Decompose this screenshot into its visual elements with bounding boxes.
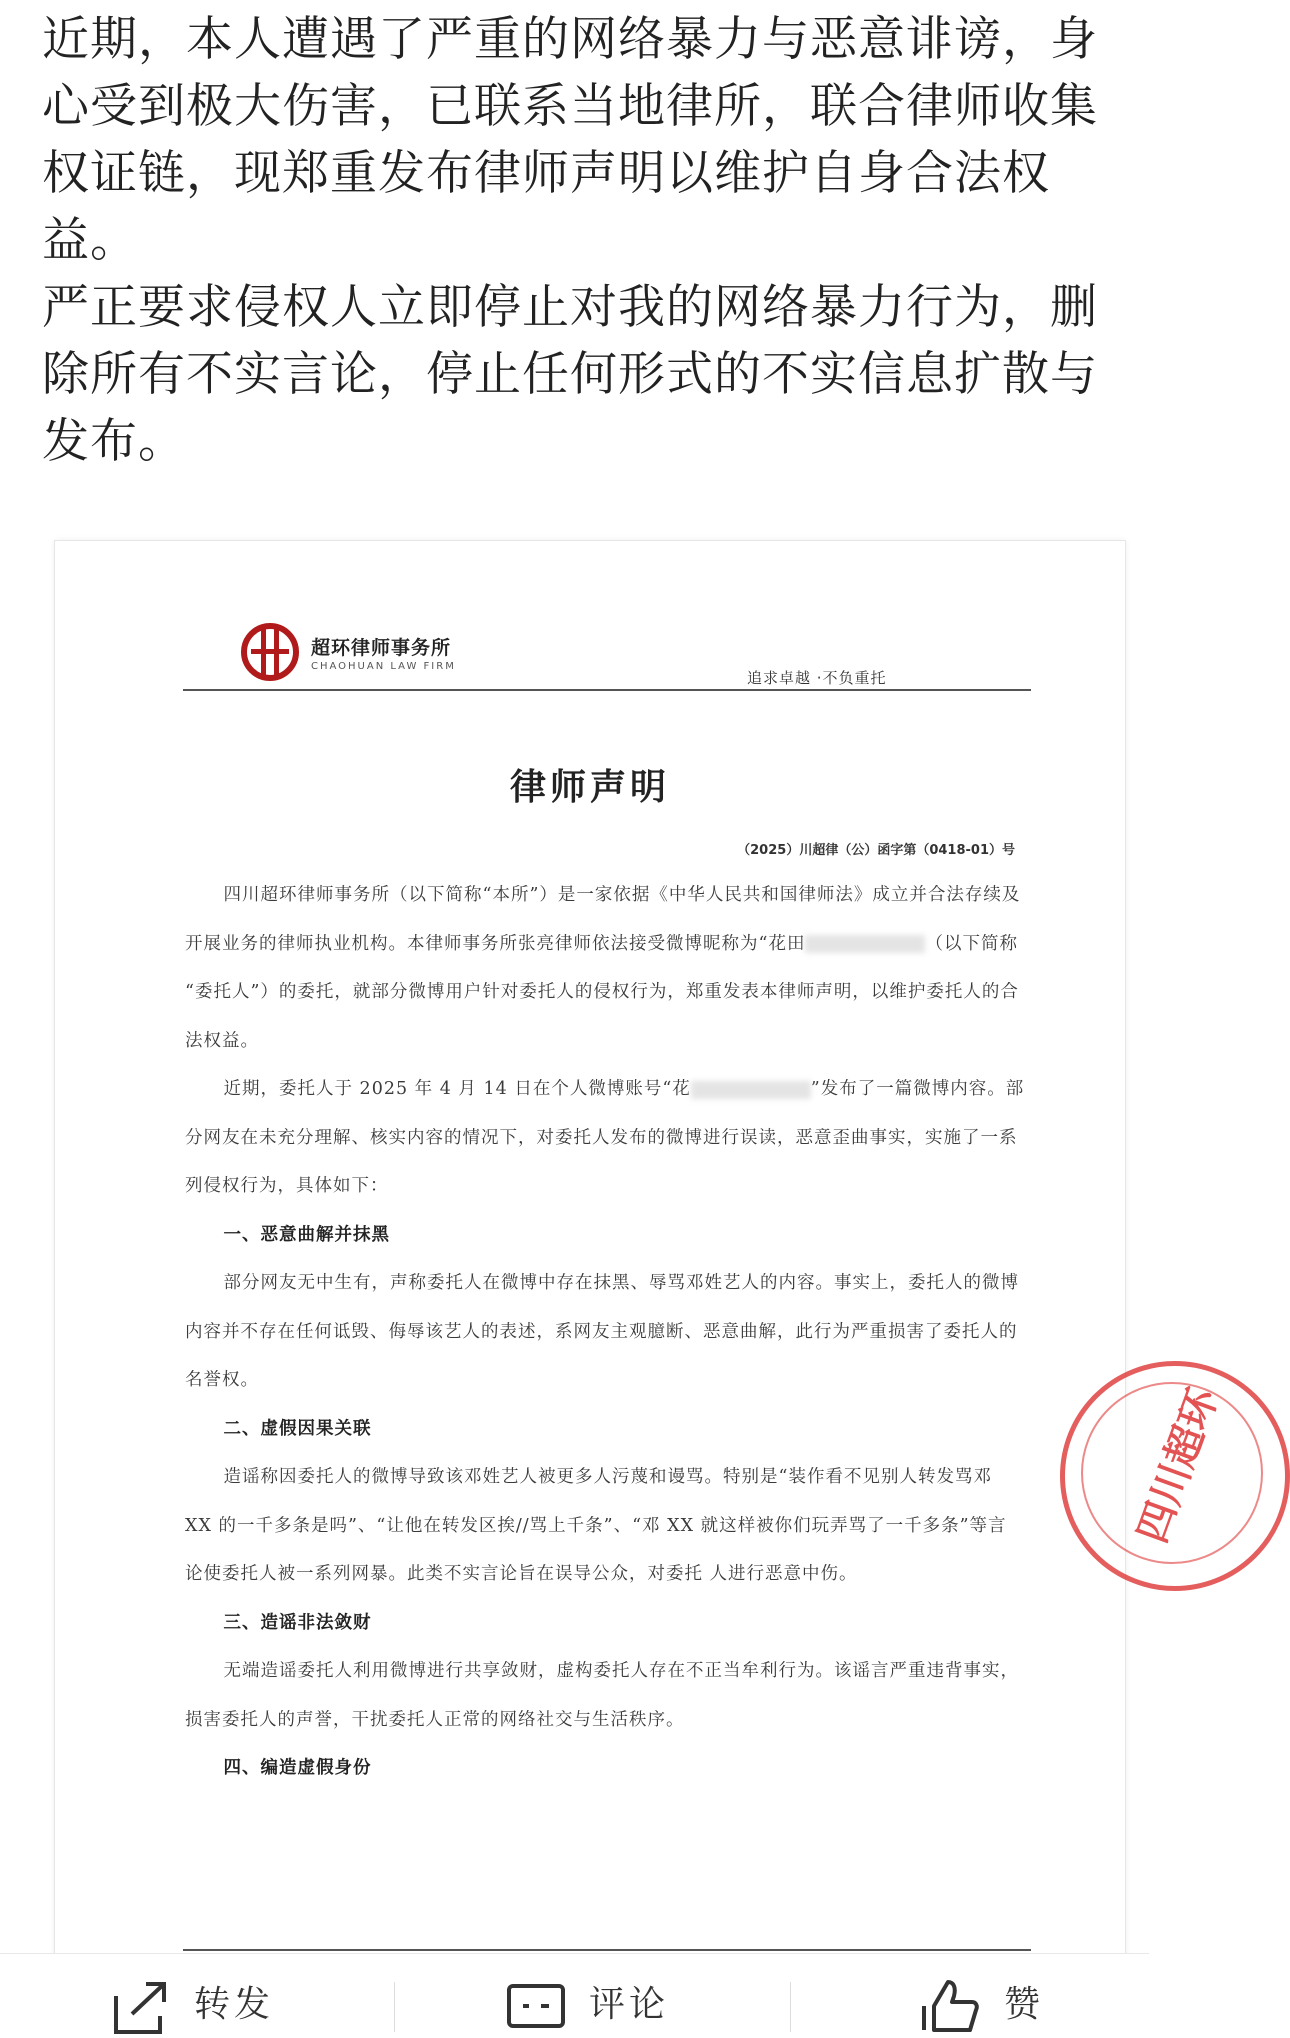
header-rule xyxy=(183,689,1031,691)
action-bar xyxy=(0,1953,1149,2032)
document-title: 律师声明 xyxy=(509,767,670,808)
repost-button[interactable] xyxy=(110,1954,274,2032)
section-paragraph-1: 部分网友无中生有，声称委托人在微博中存在抹黑、辱骂邓姓艺人的内容。事实上，委托人的微博内容并不存在任何诋毁、侮辱该艺人的表述，系网友主观臆断、恶意曲解，此行为严重损害了委托人的名誉权。 xyxy=(185,1273,1019,1390)
post-paragraph-2: 严正要求侵权人立即停止对我的网络暴力行为，删除所有不实言论，停止任何形式的不实信息扩散与发布。 xyxy=(42,280,1098,469)
footer-rule xyxy=(183,1949,1031,1951)
firm-motto: 追求卓越 ·不负重托 xyxy=(747,669,887,687)
thumbs-up-icon xyxy=(920,1976,982,2038)
action-divider xyxy=(394,1982,395,2032)
like-label: 赞 xyxy=(1004,1984,1045,2025)
background-paragraph xyxy=(185,1065,1025,1211)
comment-label: 评论 xyxy=(589,1984,670,2025)
repost-icon xyxy=(110,1976,172,2038)
post-paragraph-1: 近期，本人遭遇了严重的网络暴力与恶意诽谤，身心受到极大伤害，已联系当地律所，联合律师收集权证链，现郑重发布律师声明以维护自身合法权益。 xyxy=(42,12,1098,268)
repost-label: 转发 xyxy=(194,1984,275,2025)
action-divider xyxy=(790,1982,791,2032)
section-heading-2: 二、虚假因果关联 xyxy=(223,1418,372,1439)
firm-name: 超环律师事务所 xyxy=(311,637,452,659)
background-head-text: 近期，委托人于 2025 年 4 月 14 日在个人微博账号“花 xyxy=(223,1079,691,1099)
section-heading-3: 三、造谣非法敛财 xyxy=(223,1612,372,1633)
seal-text: 四川超环 xyxy=(1129,1382,1228,1549)
section-heading-4: 四、编造虚假身份 xyxy=(223,1758,372,1778)
intro-paragraph xyxy=(185,871,1025,1065)
comment-button[interactable] xyxy=(505,1954,669,2032)
document-body xyxy=(185,871,1025,1793)
comment-icon xyxy=(505,1976,567,2038)
law-firm-logo-icon xyxy=(241,623,299,681)
intro-tail-text: （以下简称 “委托人”）的委托，就部分微博用户针对委托人的侵权行为，郑重发表本律师声明，以维护委托人的合法权益。 xyxy=(185,933,1019,1051)
like-button[interactable] xyxy=(920,1954,1044,2032)
section-paragraph-2: 造谣称因委托人的微博导致该邓姓艺人被更多人污蔑和谩骂。特别是“装作看不见别人转发骂邓 XX 的一千多条是吗”、“让他在转发区挨//骂上千条”、“邓 XX 就这样被你们玩弄骂了一千多条”等言论使委托人被一系列网暴。此类不实言论旨在误导公众，对委托 人进行恶意中伤。 xyxy=(185,1467,1007,1584)
redacted-account xyxy=(691,1081,811,1099)
lawyer-statement-image[interactable] xyxy=(54,540,1228,1962)
firm-name-en: CHAOHUAN LAW FIRM xyxy=(311,661,456,672)
background-tail-text: ”发布了一篇微博内容。部分网友在未充分理解、核实内容的情况下，对委托人发布的微博进行误读，恶意歪曲事实，实施了一系列侵权行为，具体如下： xyxy=(185,1079,1025,1196)
section-paragraph-3: 无端造谣委托人利用微博进行共享敛财，虚构委托人存在不正当牟利行为。该谣言严重违背事实，损害委托人的声誉，干扰委托人正常的网络社交与生活秩序。 xyxy=(185,1661,1019,1730)
official-seal xyxy=(1060,1361,1290,1591)
intro-text: 四川超环律师事务所（以下简称“本所”）是一家依据《中华人民共和国律师法》成立并合法存续及开展业务的律师执业机构。本律师事务所张亮律师依法接受微博昵称为“花田 xyxy=(185,885,1021,954)
redacted-name xyxy=(805,935,925,953)
post-text xyxy=(42,6,1117,475)
section-heading-1: 一、恶意曲解并抹黑 xyxy=(223,1224,390,1245)
document-number: （2025）川超律（公）函字第（0418-01）号 xyxy=(737,843,1015,858)
